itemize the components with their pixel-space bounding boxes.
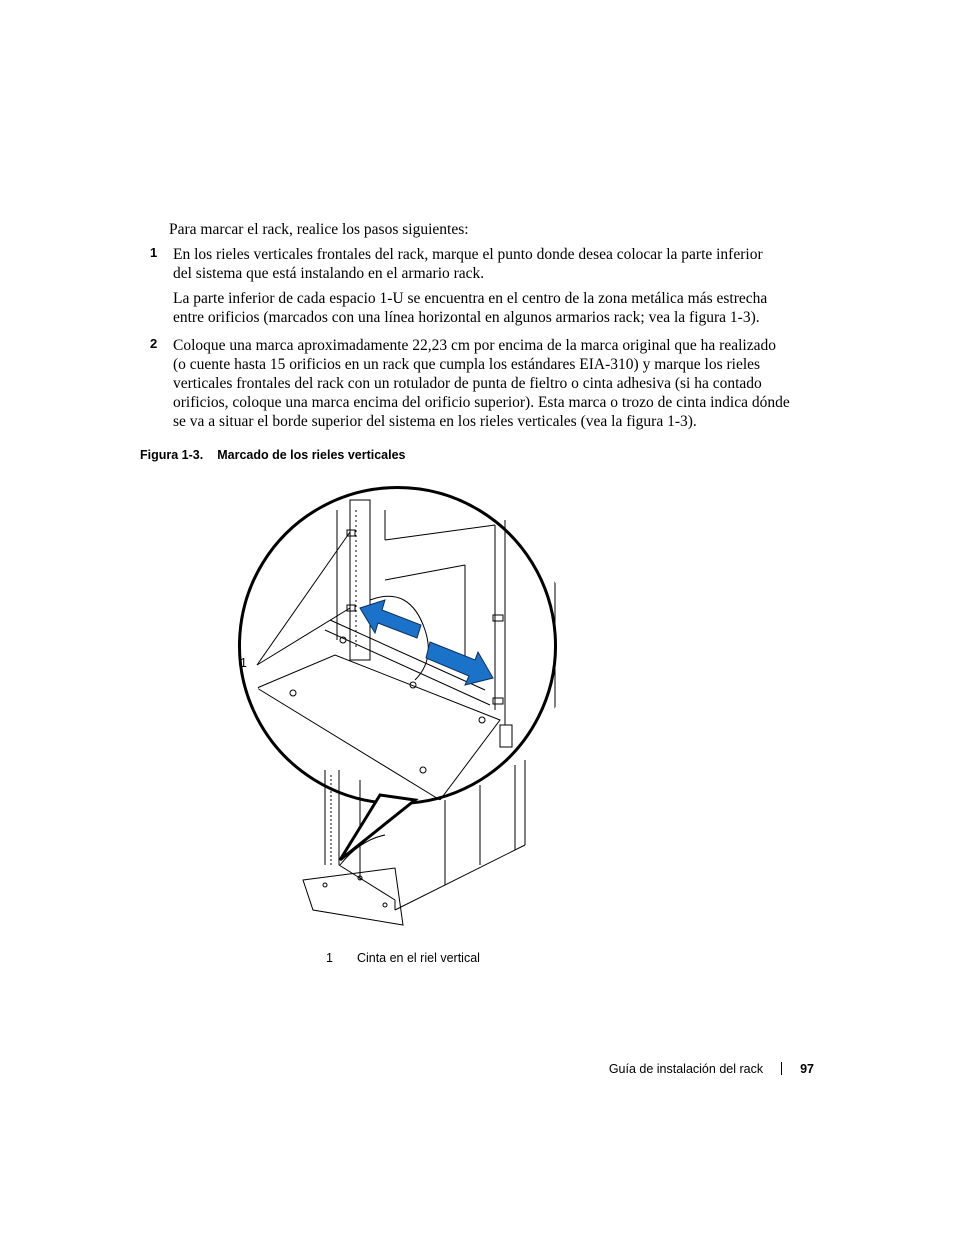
intro-text: Para marcar el rack, realice los pasos siguientes:	[169, 221, 469, 238]
step-note-line: entre orificios (marcados con una línea horizontal en algunos armarios rack; vea la figura 1-3).	[173, 309, 760, 326]
legend-text: Cinta en el riel vertical	[356, 951, 480, 965]
step-line: orificios, coloque una marca encima del orificio superior). Esta marca o trozo de cinta indica dónde	[173, 394, 790, 411]
rack-illustration	[235, 480, 580, 930]
zoom-pointer	[340, 795, 415, 860]
figure-title: Marcado de los rieles verticales	[217, 448, 406, 462]
footer-title: Guía de instalación del rack	[608, 1062, 764, 1076]
step-text	[173, 245, 813, 327]
step-text	[173, 336, 813, 431]
step-line: (o cuente hasta 15 orificios en un rack que cumpla los estándares EIA-310) y marque los rieles	[173, 356, 761, 373]
step-line: En los rieles verticales frontales del rack, marque el punto donde desea colocar la parte inferior	[173, 246, 763, 263]
page-footer	[609, 1062, 814, 1076]
step-note-line: La parte inferior de cada espacio 1-U se encuentra en el centro de la zona metálica más estrecha	[173, 290, 768, 307]
callout-number: 1	[240, 656, 247, 670]
step-line: se va a situar el borde superior del sistema en los rieles verticales (vea la figura 1-3).	[173, 413, 697, 430]
figure-legend	[326, 951, 480, 965]
step-number: 1	[150, 245, 158, 260]
step-number: 2	[150, 336, 158, 351]
page-number: 97	[800, 1062, 814, 1076]
figure-label: Figura 1-3.	[140, 448, 204, 462]
rack-cabinet	[303, 760, 525, 925]
step-line: verticales frontales del rack con un rotulador de punta de fieltro o cinta adhesiva (si ha contado	[173, 375, 762, 392]
step-line: del sistema que está instalando en el armario rack.	[173, 265, 485, 282]
footer-divider	[781, 1062, 782, 1075]
legend-number: 1	[326, 951, 333, 965]
zoom-circle	[240, 487, 556, 803]
figure-caption	[140, 448, 406, 462]
step-line: Coloque una marca aproximadamente 22,23 cm por encima de la marca original que ha realizado	[173, 337, 776, 354]
